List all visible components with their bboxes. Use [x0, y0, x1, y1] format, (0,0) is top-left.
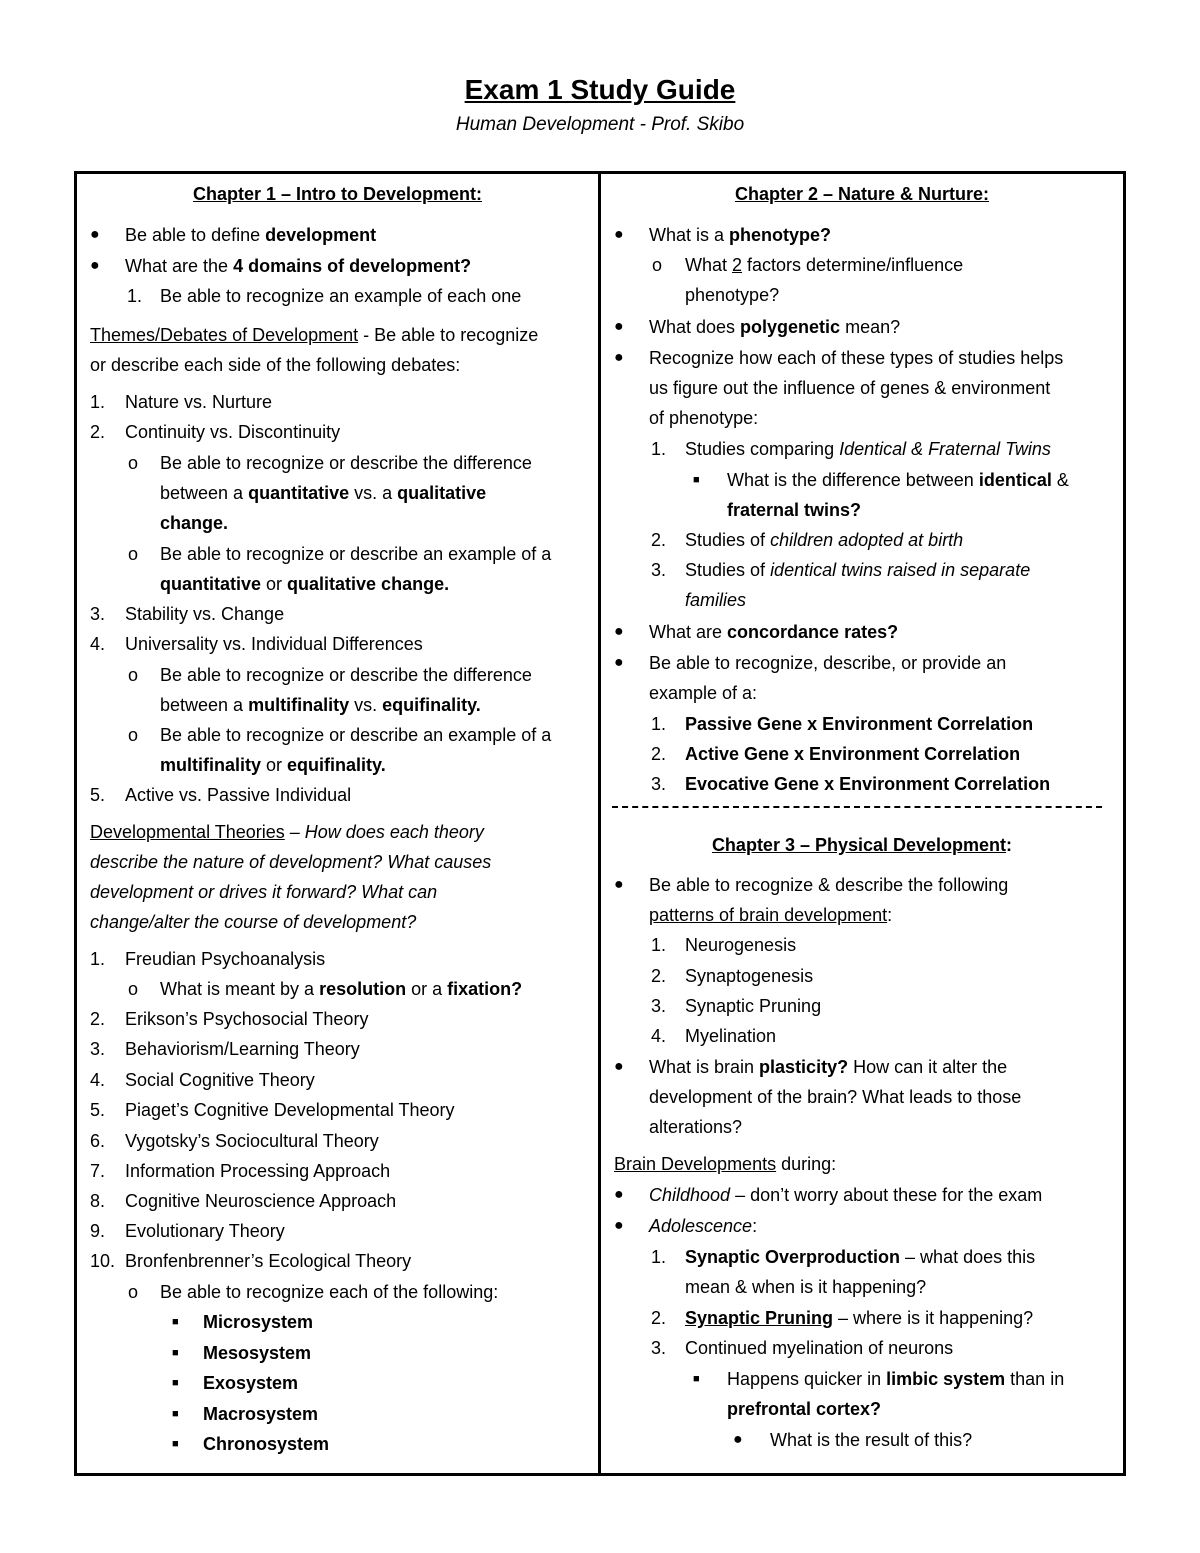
list-item: What are concordance rates? [649, 622, 899, 642]
list-item-cont: prefrontal cortex? [727, 1399, 882, 1419]
list-item: Evolutionary Theory [125, 1221, 285, 1241]
list-number: 2. [651, 966, 667, 986]
list-number: 3. [651, 774, 667, 794]
list-number: 1. [90, 949, 106, 969]
list-item: Continuity vs. Discontinuity [125, 422, 341, 442]
list-item: Synaptic Overproduction – what does this [685, 1247, 1036, 1267]
bullet-icon: ● [614, 1217, 624, 1234]
list-item: Microsystem [203, 1312, 314, 1332]
square-bullet-icon: ■ [172, 1316, 179, 1328]
list-item: What is brain plasticity? How can it alter the [649, 1057, 1008, 1077]
list-item-cont: development of the brain? What leads to those [649, 1087, 1022, 1107]
list-item: What is a phenotype? [649, 225, 832, 245]
square-bullet-icon: ■ [693, 1373, 700, 1385]
list-item: Be able to recognize or describe the difference [160, 665, 532, 685]
list-item: Childhood – don’t worry about these for the exam [649, 1185, 1043, 1205]
list-item-cont: between a quantitative vs. a qualitative [160, 483, 487, 503]
list-item: Behaviorism/Learning Theory [125, 1039, 360, 1059]
list-number: 4. [90, 1070, 106, 1090]
circle-bullet-icon: o [128, 725, 139, 745]
list-item: Be able to recognize each of the following: [160, 1282, 499, 1302]
list-number: 6. [90, 1131, 106, 1151]
list-number: 3. [651, 1338, 667, 1358]
themes-intro-cont: or describe each side of the following debates: [90, 355, 461, 375]
list-number: 4. [90, 634, 106, 654]
list-number: 5. [90, 1100, 106, 1120]
square-bullet-icon: ■ [172, 1347, 179, 1359]
list-item: Be able to recognize, describe, or provide an [649, 653, 1007, 673]
list-number: 2. [90, 1009, 106, 1029]
list-item-cont: of phenotype: [649, 408, 759, 428]
list-item: What is meant by a resolution or a fixation? [160, 979, 523, 999]
square-bullet-icon: ■ [172, 1438, 179, 1450]
document-subtitle: Human Development - Prof. Skibo [455, 114, 745, 135]
brain-developments-heading: Brain Developments during: [614, 1154, 837, 1174]
chapter-3-heading: Chapter 3 – Physical Development: [711, 835, 1013, 855]
list-item: Stability vs. Change [125, 604, 285, 624]
theories-intro: Developmental Theories – How does each theory [90, 822, 484, 842]
circle-bullet-icon: o [128, 979, 139, 999]
list-item: Synaptogenesis [685, 966, 814, 986]
list-item: Recognize how each of these types of studies helps [649, 348, 1064, 368]
circle-bullet-icon: o [652, 255, 663, 275]
bullet-icon: ● [614, 1186, 624, 1203]
list-item-cont: alterations? [649, 1117, 743, 1137]
list-item: Myelination [685, 1026, 777, 1046]
list-item: Adolescence: [649, 1216, 758, 1236]
list-number: 9. [90, 1221, 106, 1241]
list-item: Social Cognitive Theory [125, 1070, 315, 1090]
circle-bullet-icon: o [128, 665, 139, 685]
bullet-icon: ● [614, 226, 624, 243]
list-item: Synaptic Pruning – where is it happening? [685, 1308, 1034, 1328]
list-number: 3. [90, 1039, 106, 1059]
list-item: What is the result of this? [770, 1430, 973, 1450]
bullet-icon: ● [614, 349, 624, 366]
square-bullet-icon: ■ [693, 474, 700, 486]
list-item-cont: multifinality or equifinality. [160, 755, 386, 775]
list-number: 4. [651, 1026, 667, 1046]
list-number: 1. [127, 286, 143, 306]
list-item: Be able to define development [125, 225, 377, 245]
list-number: 7. [90, 1161, 106, 1181]
list-item: Erikson’s Psychosocial Theory [125, 1009, 369, 1029]
list-item: Bronfenbrenner’s Ecological Theory [125, 1251, 412, 1271]
list-item: Studies comparing Identical & Fraternal Twins [685, 439, 1051, 459]
list-number: 2. [651, 1308, 667, 1328]
list-number: 2. [90, 422, 106, 442]
list-item: Be able to recognize or describe an example of a [160, 544, 552, 564]
section-divider [612, 806, 1102, 808]
list-item: Be able to recognize or describe an example of a [160, 725, 552, 745]
bullet-icon: ● [614, 318, 624, 335]
list-number: 1. [651, 439, 667, 459]
list-item-cont: change. [160, 513, 229, 533]
theories-intro-cont: describe the nature of development? What causes [90, 852, 492, 872]
list-item: Active Gene x Environment Correlation [685, 744, 1021, 764]
list-number: 3. [651, 996, 667, 1016]
list-item-cont: quantitative or qualitative change. [160, 574, 450, 594]
square-bullet-icon: ■ [172, 1377, 179, 1389]
list-number: 3. [90, 604, 106, 624]
list-item-cont: us figure out the influence of genes & environment [649, 378, 1051, 398]
bullet-icon: ● [614, 623, 624, 640]
list-item-cont: patterns of brain development: [649, 905, 893, 925]
list-item: What does polygenetic mean? [649, 317, 901, 337]
list-number: 2. [651, 530, 667, 550]
list-item: Studies of identical twins raised in separate [685, 560, 1031, 580]
bullet-icon: ● [90, 226, 100, 243]
list-item: Studies of children adopted at birth [685, 530, 964, 550]
list-item: Freudian Psychoanalysis [125, 949, 326, 969]
list-item: Evocative Gene x Environment Correlation [685, 774, 1051, 794]
chapter-1-heading: Chapter 1 – Intro to Development: [192, 184, 483, 204]
list-item: Be able to recognize & describe the following [649, 875, 1009, 895]
column-divider [598, 171, 601, 1476]
list-item: Exosystem [203, 1373, 299, 1393]
bullet-icon: ● [614, 654, 624, 671]
list-number: 1. [651, 714, 667, 734]
chapter-2-heading: Chapter 2 – Nature & Nurture: [734, 184, 990, 204]
list-item: Synaptic Pruning [685, 996, 822, 1016]
bullet-icon: ● [90, 257, 100, 274]
list-item: Universality vs. Individual Differences [125, 634, 423, 654]
list-number: 8. [90, 1191, 106, 1211]
list-item: Information Processing Approach [125, 1161, 391, 1181]
list-number: 3. [651, 560, 667, 580]
circle-bullet-icon: o [128, 1282, 139, 1302]
list-item: Nature vs. Nurture [125, 392, 273, 412]
list-number: 1. [651, 935, 667, 955]
themes-intro: Themes/Debates of Development - Be able to recognize [90, 325, 539, 345]
document-title: Exam 1 Study Guide [464, 74, 736, 105]
list-item-cont: example of a: [649, 683, 758, 703]
list-item: Chronosystem [203, 1434, 330, 1454]
list-item: Continued myelination of neurons [685, 1338, 954, 1358]
list-item: Neurogenesis [685, 935, 797, 955]
list-item-cont: phenotype? [685, 285, 780, 305]
list-item: Macrosystem [203, 1404, 319, 1424]
list-item: Be able to recognize an example of each one [160, 286, 522, 306]
bullet-icon: ● [614, 1058, 624, 1075]
list-item-cont: families [685, 590, 747, 610]
list-item: Cognitive Neuroscience Approach [125, 1191, 397, 1211]
list-item-cont: mean & when is it happening? [685, 1277, 927, 1297]
list-item: Active vs. Passive Individual [125, 785, 352, 805]
circle-bullet-icon: o [128, 453, 139, 473]
list-number: 1. [651, 1247, 667, 1267]
list-number: 5. [90, 785, 106, 805]
theories-intro-cont: change/alter the course of development? [90, 912, 417, 932]
list-item: What are the 4 domains of development? [125, 256, 472, 276]
list-item: Be able to recognize or describe the difference [160, 453, 532, 473]
list-item: Mesosystem [203, 1343, 312, 1363]
theories-intro-cont: development or drives it forward? What can [90, 882, 438, 902]
list-item: What is the difference between identical & [727, 470, 1069, 490]
list-item: Vygotsky’s Sociocultural Theory [125, 1131, 379, 1151]
list-number: 1. [90, 392, 106, 412]
bullet-icon: ● [733, 1431, 743, 1448]
square-bullet-icon: ■ [172, 1408, 179, 1420]
circle-bullet-icon: o [128, 544, 139, 564]
list-item-cont: between a multifinality vs. equifinality. [160, 695, 481, 715]
list-number: 2. [651, 744, 667, 764]
list-item: Passive Gene x Environment Correlation [685, 714, 1034, 734]
list-item: Piaget’s Cognitive Developmental Theory [125, 1100, 455, 1120]
list-number: 10. [90, 1251, 116, 1271]
bullet-icon: ● [614, 876, 624, 893]
list-item: What 2 factors determine/influence [685, 255, 964, 275]
list-item: Happens quicker in limbic system than in [727, 1369, 1065, 1389]
list-item-cont: fraternal twins? [727, 500, 862, 520]
